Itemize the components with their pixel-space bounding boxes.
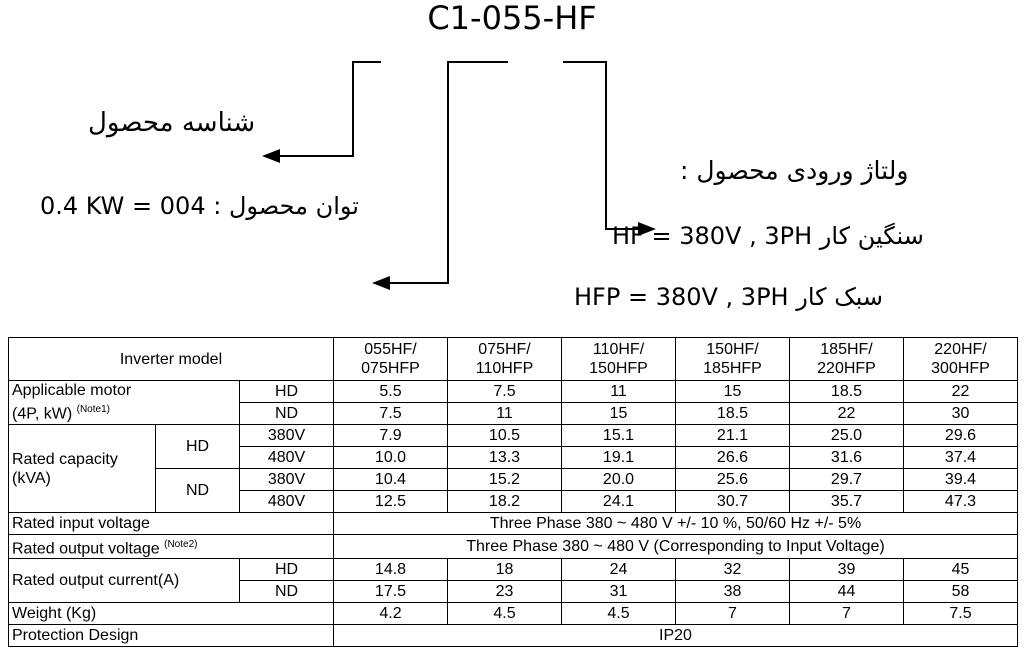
table-cell: 23 xyxy=(448,581,562,603)
table-cell: 25.0 xyxy=(790,425,904,447)
note-marker: (Note2) xyxy=(164,539,198,550)
arrow-product-id xyxy=(262,149,280,163)
table-cell: 24 xyxy=(562,559,676,581)
table-cell: 15 xyxy=(676,381,790,403)
model-header-cell xyxy=(334,338,448,381)
note-marker: (Note1) xyxy=(76,404,110,416)
table-cell: 7 xyxy=(676,603,790,625)
model-header-cell xyxy=(448,338,562,381)
table-cell: 18.2 xyxy=(448,491,562,513)
table-cell: 47.3 xyxy=(904,491,1018,513)
table-cell: 31 xyxy=(562,581,676,603)
rated-capacity-label xyxy=(9,425,156,513)
table-cell: 11 xyxy=(562,381,676,403)
row-label-line-1: Rated capacity xyxy=(12,450,118,468)
table-cell: 25.6 xyxy=(676,469,790,491)
model-header-cell xyxy=(904,338,1018,381)
table-cell: 7.5 xyxy=(904,603,1018,625)
table-row xyxy=(9,513,1018,535)
connector-power xyxy=(388,62,508,283)
table-cell: 21.1 xyxy=(676,425,790,447)
rated-input-voltage-value: Three Phase 380 ~ 480 V +/- 10 %, 50/60 Hz +/- 5% xyxy=(334,513,1018,535)
table-cell: 39 xyxy=(790,559,904,581)
table-cell: 31.6 xyxy=(790,447,904,469)
row-label-line-2: (4P, kW) xyxy=(12,405,73,423)
table-cell: 39.4 xyxy=(904,469,1018,491)
table-cell: 18.5 xyxy=(790,381,904,403)
table-cell: 4.5 xyxy=(562,603,676,625)
duty-label: ND xyxy=(240,403,334,425)
duty-label: HD xyxy=(240,559,334,581)
table-cell: 22 xyxy=(904,381,1018,403)
rated-input-voltage-label: Rated input voltage xyxy=(9,513,334,535)
table-cell: 20.0 xyxy=(562,469,676,491)
table-cell: 12.5 xyxy=(334,491,448,513)
table-cell: 18.5 xyxy=(676,403,790,425)
table-cell: 4.5 xyxy=(448,603,562,625)
table-cell: 30.7 xyxy=(676,491,790,513)
input-voltage-label: ولتاژ ورودی محصول : xyxy=(680,156,909,185)
table-cell: 26.6 xyxy=(676,447,790,469)
table-row xyxy=(9,625,1018,647)
applicable-motor-label xyxy=(9,381,240,425)
voltage-label: 380V xyxy=(240,425,334,447)
model-line-2: 075HFP xyxy=(361,360,420,377)
table-cell: 7.5 xyxy=(334,403,448,425)
model-code-title: C1-055-HF xyxy=(427,0,597,37)
duty-label: ND xyxy=(156,469,240,513)
table-cell: 29.6 xyxy=(904,425,1018,447)
heavy-duty-label: HF = 380V , 3PH سنگین کار xyxy=(612,222,924,250)
model-line-1: 110HF/ xyxy=(592,341,645,358)
table-cell: 10.5 xyxy=(448,425,562,447)
inverter-model-header: Inverter model xyxy=(9,338,334,381)
table-header-row xyxy=(9,338,1018,381)
model-header-cell xyxy=(790,338,904,381)
table-cell: 11 xyxy=(448,403,562,425)
table-cell: 22 xyxy=(790,403,904,425)
table-cell: 15.1 xyxy=(562,425,676,447)
model-line-2: 110HFP xyxy=(475,360,534,377)
model-line-1: 220HF/ xyxy=(934,341,987,358)
table-cell: 24.1 xyxy=(562,491,676,513)
model-line-2: 220HFP xyxy=(817,360,876,377)
table-cell: 17.5 xyxy=(334,581,448,603)
table-cell: 7 xyxy=(790,603,904,625)
table-cell: 44 xyxy=(790,581,904,603)
connector-product-id xyxy=(278,62,381,156)
table-cell: 35.7 xyxy=(790,491,904,513)
product-id-label: شناسه محصول xyxy=(88,108,256,138)
table-cell: 7.9 xyxy=(334,425,448,447)
arrow-power xyxy=(372,276,390,290)
table-row xyxy=(9,469,1018,491)
weight-label: Weight (Kg) xyxy=(9,603,334,625)
table-cell: 30 xyxy=(904,403,1018,425)
power-label: 0.4 KW = 004 : توان محصول xyxy=(40,192,359,220)
duty-label: HD xyxy=(156,425,240,469)
rated-output-voltage-label xyxy=(9,535,334,559)
table-cell: 29.7 xyxy=(790,469,904,491)
rated-output-voltage-value: Three Phase 380 ~ 480 V (Corresponding to Input Voltage) xyxy=(334,535,1018,559)
table-cell: 13.3 xyxy=(448,447,562,469)
table-cell: 14.8 xyxy=(334,559,448,581)
table-cell: 45 xyxy=(904,559,1018,581)
inverter-spec-table xyxy=(8,337,1018,647)
model-line-2: 185HFP xyxy=(703,360,762,377)
table-cell: 10.4 xyxy=(334,469,448,491)
model-line-1: 150HF/ xyxy=(706,341,759,358)
table-cell: 58 xyxy=(904,581,1018,603)
voltage-label: 480V xyxy=(240,447,334,469)
table-cell: 32 xyxy=(676,559,790,581)
table-cell: 18 xyxy=(448,559,562,581)
row-label: Rated output voltage xyxy=(12,540,160,558)
table-cell: 15 xyxy=(562,403,676,425)
table-cell: 5.5 xyxy=(334,381,448,403)
table-cell: 4.2 xyxy=(334,603,448,625)
model-header-cell xyxy=(676,338,790,381)
voltage-label: 480V xyxy=(240,491,334,513)
duty-label: HD xyxy=(240,381,334,403)
table-cell: 38 xyxy=(676,581,790,603)
table-row xyxy=(9,603,1018,625)
protection-design-value: IP20 xyxy=(334,625,1018,647)
table-row xyxy=(9,535,1018,559)
model-line-1: 185HF/ xyxy=(820,341,873,358)
table-cell: 10.0 xyxy=(334,447,448,469)
model-line-2: 300HFP xyxy=(931,360,990,377)
model-line-1: 075HF/ xyxy=(478,341,531,358)
table-cell: 15.2 xyxy=(448,469,562,491)
model-line-2: 150HFP xyxy=(589,360,648,377)
voltage-label: 380V xyxy=(240,469,334,491)
row-label-line-1: Applicable motor xyxy=(12,382,132,400)
duty-label: ND xyxy=(240,581,334,603)
table-row xyxy=(9,381,1018,403)
rated-output-current-label: Rated output current(A) xyxy=(9,559,240,603)
connector-voltage xyxy=(563,62,640,229)
table-row xyxy=(9,425,1018,447)
protection-design-label: Protection Design xyxy=(9,625,334,647)
model-line-1: 055HF/ xyxy=(364,341,417,358)
table-cell: 37.4 xyxy=(904,447,1018,469)
table-row xyxy=(9,559,1018,581)
model-header-cell xyxy=(562,338,676,381)
light-duty-label: HFP = 380V , 3PH سبک کار xyxy=(574,283,884,311)
row-label-line-2: (kVA) xyxy=(12,469,51,487)
table-cell: 19.1 xyxy=(562,447,676,469)
table-cell: 7.5 xyxy=(448,381,562,403)
